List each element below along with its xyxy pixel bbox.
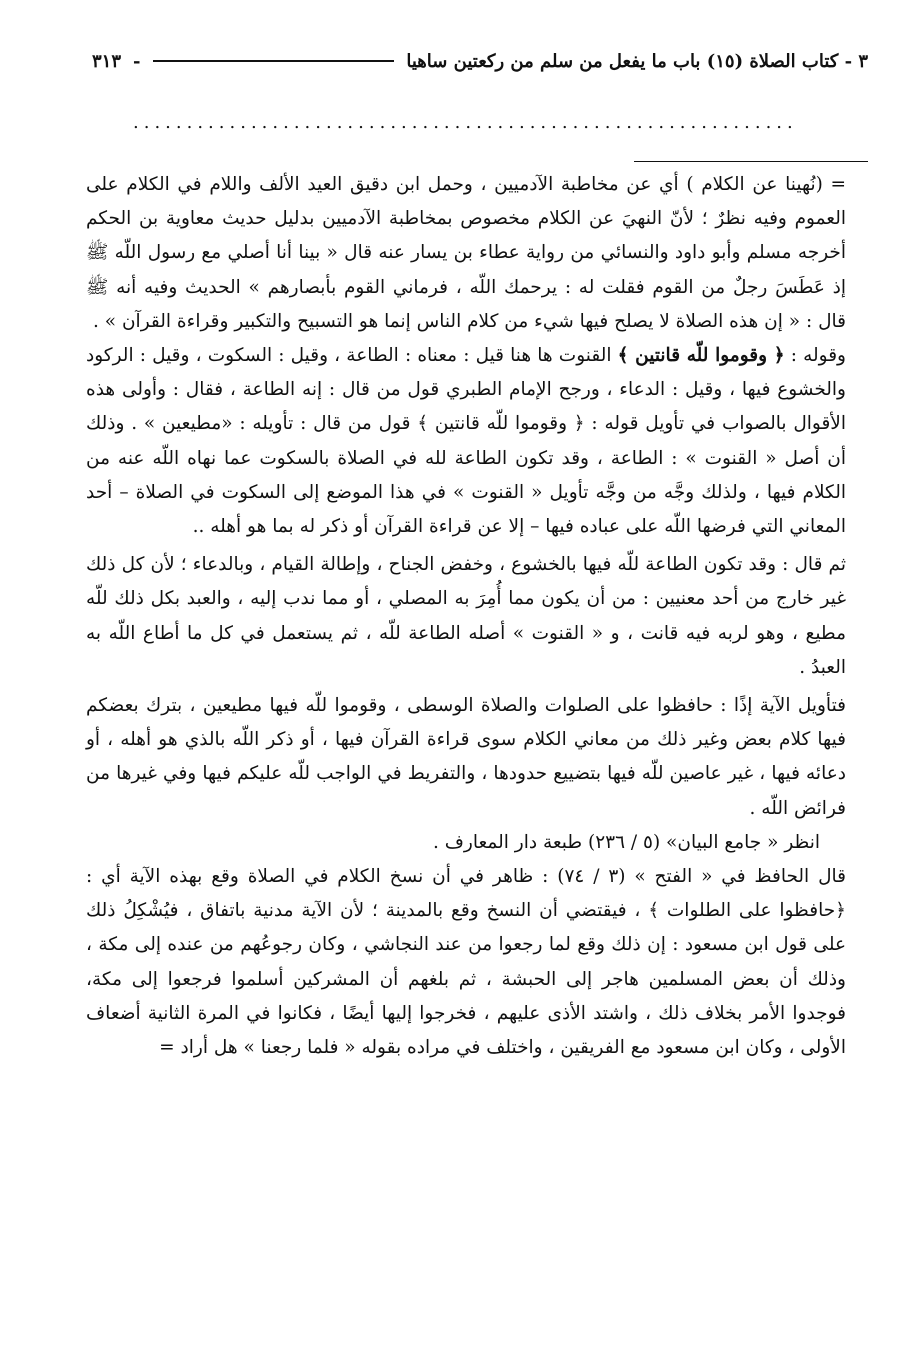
header-rule [153,60,395,62]
quran-verse: ﴿ وقوموا للّه قانتين ﴾ [617,345,785,367]
page-number: ٣١٣ [92,50,122,72]
header-title: ٣ - كتاب الصلاة (١٥) باب ما يفعل من سلم من ركعتين ساهيا [406,50,868,72]
paragraph-3-text: ثم قال : وقد تكون الطاعة للّه فيها بالخشوع ، وخفض الجناح ، وإطالة القيام ، وبالدعاء ؛ لأن كل ذلك غير خارج من أحد معنيين : من أن يكون مما أُمِرَ به المصلي ، أو مما ندب إليه ، والعبد بكل ذلك للّه مطيع ، وهو لربه فيه قانت ، و « القنوت » أصله الطاعة للّه ، ثم يستعمل في كل ما أطاع اللّه به العبدُ . [86,554,846,678]
running-header [92,40,868,82]
paragraph-1-text: = (نُهينا عن الكلام ) أي عن مخاطبة الآدميين ، وحمل ابن دقيق العيد الألف واللام في الكلام على العموم وفيه نظرٌ ؛ لأنّ النهيَ عن الكلام مخصوص بمخاطبة الآدميين بدليل حديث معاوية بن الحكم أخرجه مسلم وأبو داود والنسائي من رواية عطاء بن يسار عنه قال « بينا أنا أصلي مع رسول اللّه ﷺ إذ عَطَسَ رجلٌ من القوم فقلت له : يرحمك اللّه ، فرماني القوم بأبصارهم » الحديث وفيه أنه ﷺ قال : « إن هذه الصلاة لا يصلح فيها شيء من كلام الناس إنما هو التسبيح والتكبير وقراءة القرآن » . [86,174,846,332]
paragraph-3 [86,548,846,685]
reference-line [86,826,820,860]
header-separator: - [133,50,141,72]
paragraph-2 [86,339,846,544]
paragraph-5 [86,860,846,1065]
dotted-separator: .............................................................. [133,112,798,133]
paragraph-5-text: قال الحافظ في « الفتح » (٣ / ٧٤) : ظاهر في أن نسخ الكلام في الصلاة وقع بهذه الآية أي : ﴿حافظوا على الطلوات ﴾ ، فيقتضي أن النسخ وقع بالمدينة ؛ لأن الآية مدنية باتفاق ، فيُشْكِلُ ذلك على قول ابن مسعود : إن ذلك وقع لما رجعوا من عند النجاشي ، وكان رجوعُهم من عنده إلى مكة ، وذلك أن بعض المسلمين هاجر إلى الحبشة ، ثم بلغهم أن المشركين أسلموا فرجعوا إلى مكة، فوجدوا الأمر بخلاف ذلك ، واشتد الأذى عليهم ، فخرجوا إليها أيضًا ، فكانوا في المرة الثانية أضعاف الأولى ، وكان ابن مسعود مع الفريقين ، واختلف في مراده بقوله « فلما رجعنا » هل أراد = [86,866,846,1059]
reference-text: انظر « جامع البيان» (٥ / ٢٣٦) طبعة دار المعارف . [432,831,820,853]
paragraph-1 [86,168,846,339]
footnote-body [86,168,846,1065]
footnote-rule [634,161,868,162]
paragraph-2-text: القنوت ها هنا قيل : معناه : الطاعة ، وقيل : السكوت ، وقيل : الركود والخشوع فيها ، وقيل : الدعاء ، ورجح الإمام الطبري قول من قال : إنه الطاعة ، فقال : وأولى هذه الأقوال بالصواب في تأويل قوله : ﴿ وقوموا للّه قانتين ﴾ قول من قال : تأويله : «مطيعين » . وذلك أن أصل « القنوت » : الطاعة ، وقد تكون الطاعة لله في الصلاة بالسكوت عما نهاه اللّه عنه من الكلام فيها ، ولذلك وجَّه من وجَّه تأويل « القنوت » في هذا الموضع إلى السكوت في الصلاة – أحد المعاني التي فرضها اللّه على عباده فيها – إلا عن قراءة القرآن أو ذكر له بما هو أهله .. [86,345,846,538]
paragraph-2-lead: وقوله : [790,345,846,367]
paragraph-4 [86,689,846,826]
paragraph-4-text: فتأويل الآية إذًا : حافظوا على الصلوات والصلاة الوسطى ، وقوموا للّه فيها مطيعين ، بترك بعضكم فيها كلام بعض وغير ذلك من معاني الكلام سوى قراءة القرآن فيها ، أو ذكر اللّه بالذي هو أهله ، أو دعائه فيها ، غير عاصين للّه فيها بتضييع حدودها ، والتفريط في الواجب للّه عليكم فيها وفي غيرها من فرائض اللّه . [86,695,846,819]
